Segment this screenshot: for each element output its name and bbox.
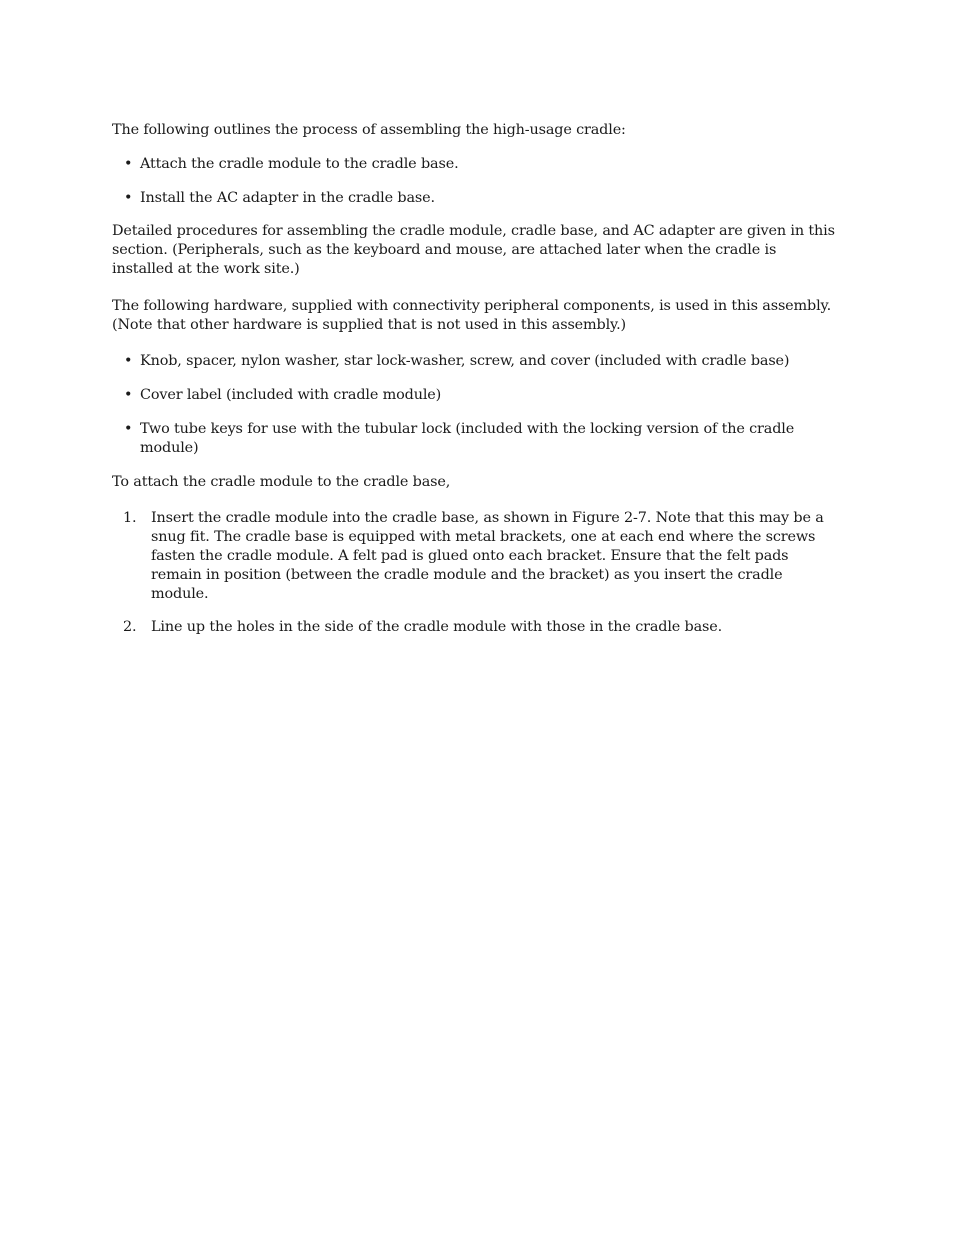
document-page [112, 121, 840, 637]
list-item-text: Attach the cradle module to the cradle base. [140, 155, 459, 172]
intro-paragraph: The following outlines the process of assembling the high-usage cradle: [112, 122, 626, 138]
list-item-text: Two tube keys for use with the tubular lock (included with the locking version of the cradle module) [140, 420, 795, 456]
list-item [112, 386, 840, 405]
list-item [112, 352, 840, 371]
hardware-paragraph: The following hardware, supplied with connectivity peripheral components, is used in this assembly. (Note that other hardware is supplied that is not used in this assembly.) [112, 297, 832, 333]
list-item [112, 155, 840, 174]
list-item-text: Cover label (included with cradle module) [140, 387, 442, 404]
list-item-text: Knob, spacer, nylon washer, star lock-washer, screw, and cover (included with cradle base) [140, 353, 790, 370]
outline-list [112, 155, 840, 208]
bullet-glyph: • [124, 353, 133, 370]
list-item-text: Install the AC adapter in the cradle base. [140, 189, 435, 206]
attach-intro-paragraph: To attach the cradle module to the cradle base, [112, 473, 451, 490]
bullet-glyph: • [124, 155, 133, 172]
step-item [112, 618, 840, 637]
list-item [112, 189, 840, 208]
bullet-glyph: • [124, 387, 133, 404]
hardware-list [112, 352, 840, 457]
steps-list [112, 509, 840, 637]
bullet-glyph: • [124, 420, 133, 437]
list-item [112, 420, 840, 458]
step-text: Line up the holes in the side of the cradle module with those in the cradle base. [151, 619, 723, 636]
details-paragraph: Detailed procedures for assembling the cradle module, cradle base, and AC adapter are given in this section. (Peripherals, such as the keyboard and mouse, are attached later when the cradle is installed at the work site.) [112, 223, 835, 277]
step-number: 1. [123, 510, 137, 527]
bullet-glyph: • [124, 189, 133, 206]
step-item [112, 509, 840, 603]
step-number: 2. [123, 619, 137, 636]
step-text: Insert the cradle module into the cradle base, as shown in Figure 2-7. Note that this may be a snug fit. The cradle base is equipped with metal brackets, one at each end where the screws fasten the cradle module. A felt pad is glued onto each bracket. Ensure that the felt pads remain in position (between the cradle module and the bracket) as you insert the cradle module. [151, 510, 824, 602]
